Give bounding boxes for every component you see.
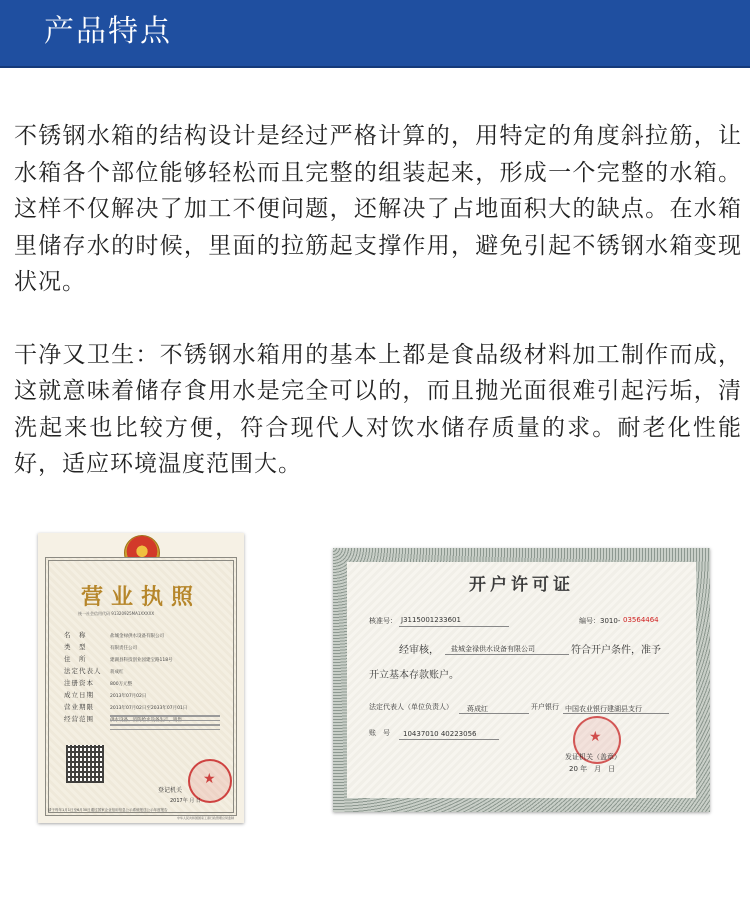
permit-issuer: 发证机关（盖章） [565,753,621,761]
license-row: 注册资本 800万元整 [64,679,133,687]
license-row: 住 所 建湖县科技创业园建宝路118号 [64,655,173,663]
license-row: 类 型 有限责任公司 [64,643,137,651]
license-footer: 请于每年1月1日至6月30日通过国家企业信用信息公示系统报送公示年度报告 [48,808,168,812]
permit-line2: 开立基本存款账户。 [369,670,459,681]
permit-bank-label: 开户银行 [531,703,559,711]
permit-rep-value: 蒋成红 [467,705,488,713]
license-title: 营业执照 [80,584,201,610]
license-row: 成立日期 2013年07月02日 [64,691,147,699]
description-content [14,118,742,483]
license-fields [64,629,234,725]
permit-approval-label: 核准号： [369,617,397,625]
license-registration-label: 登记机关 [158,787,183,794]
account-permit-image [333,548,710,812]
structure-paragraph: 不锈钢水箱的结构设计是经过严格计算的，用特定的角度斜拉筋，让水箱各个部位能够轻松而且完整的组装起来，形成一个完整的水箱。这样不仅解决了加工不便问题，还解决了占地面积大的缺点。在水箱里储存水的时候，里面的拉筋起支撑作用，避免引起不锈钢水箱变现状况。 [14,123,742,295]
license-footer-issuer: 中华人民共和国国家工商行政管理总局监制 [176,816,234,820]
permit-serial-label: 编号：3010- [579,617,621,625]
permit-rep-label: 法定代表人（单位负责人） [369,703,453,711]
license-row: 名 称 盐城金禄供水设备有限公司 [64,631,164,639]
permit-account-value: 10437010 40223056 [403,730,477,738]
business-license-image [38,533,244,823]
license-date: 2017年 月 日 [170,798,201,804]
permit-bank-value: 中国农业银行建湖县支行 [565,705,642,713]
section-title: 产品特点 [44,14,172,49]
license-credit-code: 统一社会信用代码 91320925MA1XXXXX [78,611,155,616]
permit-serial-value: 03564464 [623,616,659,624]
license-row: 法定代表人 蒋成红 [64,667,124,675]
permit-line1-suffix: 符合开户条件，准予 [571,645,661,656]
permit-line1-prefix: 经审核， [399,645,439,656]
qr-code-icon [66,745,104,783]
permit-date: 20 年 月 日 [569,765,616,773]
license-scope-text [110,715,220,733]
permit-account-label: 账 号 [369,729,390,737]
permit-company: 盐城金禄供水设备有限公司 [451,645,535,653]
section-header [0,0,750,68]
license-row: 营业期限 2013年07月02日至2033年07月01日 [64,703,188,711]
hygiene-paragraph: 干净又卫生：不锈钢水箱用的基本上都是食品级材料加工制作而成，这就意味着储存食用水是完全可以的，而且抛光面很难引起污垢，清洗起来也比较方便，符合现代人对饮水储存质量的求。耐老化性能好，适应环境温度范围大。 [14,341,742,477]
license-row: 经营范围 [64,715,94,723]
permit-title: 开户许可证 [469,575,574,595]
permit-approval-value: J3115001233601 [401,616,461,624]
